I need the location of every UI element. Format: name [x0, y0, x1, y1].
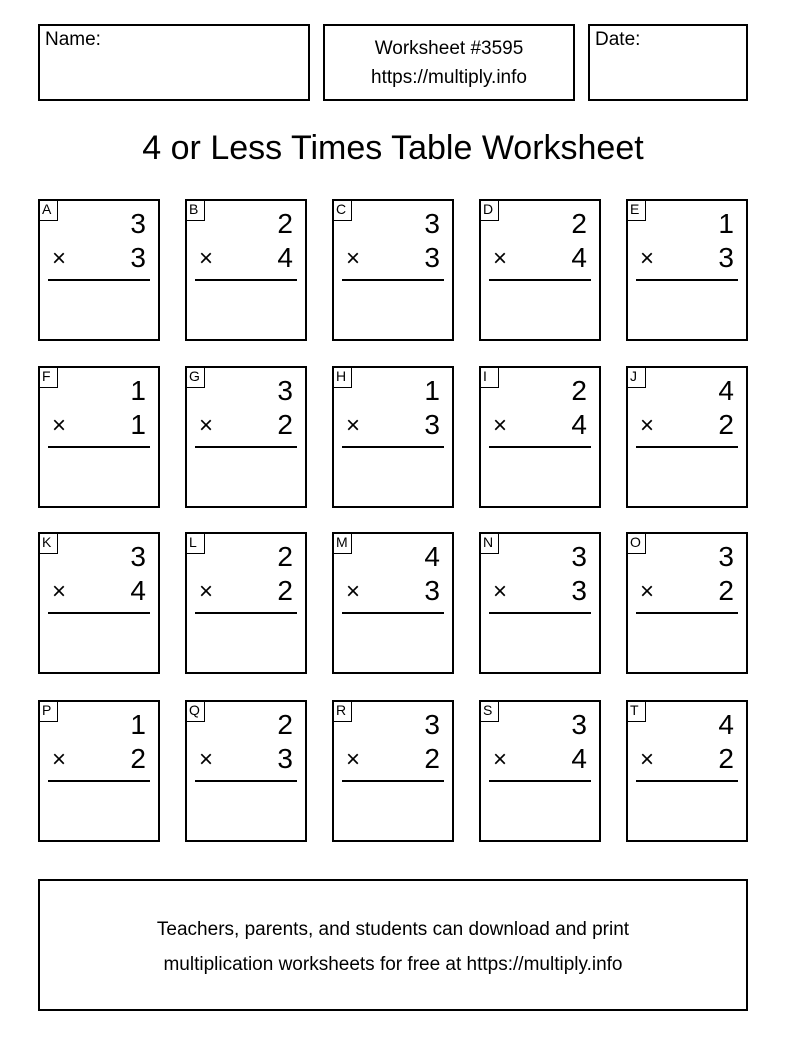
multiplier: 3	[718, 242, 734, 273]
answer-line	[342, 612, 444, 614]
problem-card	[332, 532, 454, 674]
multiplier: 4	[130, 575, 146, 606]
problem-card	[626, 532, 748, 674]
multiplicand: 3	[130, 541, 146, 572]
problem-letter: K	[38, 532, 58, 554]
times-icon: ×	[493, 412, 508, 439]
footer-line-2: multiplication worksheets for free at https://multiply.info	[163, 954, 623, 975]
problem-letter: N	[479, 532, 499, 554]
multiplicand: 1	[130, 709, 146, 740]
worksheet-info-box	[323, 24, 575, 101]
problem-card	[626, 199, 748, 341]
multiplicand: 1	[424, 375, 440, 406]
multiplicand: 2	[571, 208, 587, 239]
multiplicand: 3	[571, 709, 587, 740]
problem-card	[38, 199, 160, 341]
answer-line	[48, 780, 150, 782]
answer-line	[48, 446, 150, 448]
problem-card	[38, 366, 160, 508]
problem-letter: O	[626, 532, 646, 554]
multiplicand: 4	[424, 541, 440, 572]
problem-letter: M	[332, 532, 352, 554]
problem-letter: B	[185, 199, 205, 221]
answer-line	[489, 279, 591, 281]
problem-letter: J	[626, 366, 646, 388]
problem-letter: L	[185, 532, 205, 554]
name-label: Name:	[45, 29, 101, 50]
times-icon: ×	[52, 245, 67, 272]
problem-card	[185, 366, 307, 508]
times-icon: ×	[52, 578, 67, 605]
times-icon: ×	[52, 746, 67, 773]
problem-letter: G	[185, 366, 205, 388]
problem-card	[479, 366, 601, 508]
multiplicand: 3	[424, 709, 440, 740]
times-icon: ×	[346, 578, 361, 605]
multiplier: 2	[718, 409, 734, 440]
problem-card	[332, 199, 454, 341]
times-icon: ×	[640, 746, 655, 773]
answer-line	[342, 780, 444, 782]
problem-letter: C	[332, 199, 352, 221]
answer-line	[636, 446, 738, 448]
date-field-box	[588, 24, 748, 101]
multiplicand: 1	[130, 375, 146, 406]
multiplier: 4	[571, 409, 587, 440]
times-icon: ×	[52, 412, 67, 439]
multiplicand: 2	[277, 709, 293, 740]
multiplier: 4	[277, 242, 293, 273]
problem-letter: A	[38, 199, 58, 221]
problem-letter: Q	[185, 700, 205, 722]
answer-line	[489, 780, 591, 782]
multiplier: 3	[424, 242, 440, 273]
multiplicand: 3	[277, 375, 293, 406]
answer-line	[489, 446, 591, 448]
answer-line	[195, 612, 297, 614]
multiplicand: 3	[718, 541, 734, 572]
times-icon: ×	[346, 746, 361, 773]
multiplier: 2	[277, 575, 293, 606]
times-icon: ×	[640, 578, 655, 605]
problem-card	[185, 700, 307, 842]
multiplier: 1	[130, 409, 146, 440]
problem-card	[185, 199, 307, 341]
multiplicand: 4	[718, 709, 734, 740]
problem-letter: T	[626, 700, 646, 722]
multiplicand: 2	[277, 208, 293, 239]
answer-line	[195, 279, 297, 281]
answer-line	[48, 612, 150, 614]
multiplier: 2	[424, 743, 440, 774]
answer-line	[342, 446, 444, 448]
answer-line	[489, 612, 591, 614]
problem-letter: E	[626, 199, 646, 221]
multiplier: 2	[718, 575, 734, 606]
problem-letter: S	[479, 700, 499, 722]
worksheet-url: https://multiply.info	[371, 67, 527, 88]
multiplier: 4	[571, 242, 587, 273]
answer-line	[636, 279, 738, 281]
footer-box	[38, 879, 748, 1011]
multiplicand: 4	[718, 375, 734, 406]
problem-card	[38, 700, 160, 842]
problem-card	[479, 700, 601, 842]
problem-card	[185, 532, 307, 674]
problem-letter: I	[479, 366, 499, 388]
problem-card	[38, 532, 160, 674]
multiplicand: 3	[571, 541, 587, 572]
multiplier: 3	[424, 409, 440, 440]
problem-letter: H	[332, 366, 352, 388]
problem-card	[332, 700, 454, 842]
times-icon: ×	[640, 412, 655, 439]
multiplicand: 2	[571, 375, 587, 406]
times-icon: ×	[493, 746, 508, 773]
problem-card	[626, 700, 748, 842]
multiplier: 2	[277, 409, 293, 440]
multiplicand: 2	[277, 541, 293, 572]
page-title: 4 or Less Times Table Worksheet	[142, 129, 644, 167]
times-icon: ×	[199, 245, 214, 272]
times-icon: ×	[199, 578, 214, 605]
times-icon: ×	[346, 245, 361, 272]
times-icon: ×	[493, 245, 508, 272]
problem-letter: P	[38, 700, 58, 722]
multiplicand: 3	[130, 208, 146, 239]
footer-line-1: Teachers, parents, and students can download and print	[156, 919, 630, 940]
times-icon: ×	[493, 578, 508, 605]
problem-card	[626, 366, 748, 508]
answer-line	[342, 279, 444, 281]
problem-letter: R	[332, 700, 352, 722]
answer-line	[195, 780, 297, 782]
problem-letter: D	[479, 199, 499, 221]
multiplier: 2	[130, 743, 146, 774]
multiplier: 3	[424, 575, 440, 606]
answer-line	[48, 279, 150, 281]
times-icon: ×	[346, 412, 361, 439]
multiplicand: 1	[718, 208, 734, 239]
multiplier: 3	[130, 242, 146, 273]
worksheet-number: Worksheet #3595	[374, 38, 524, 59]
multiplicand: 3	[424, 208, 440, 239]
date-label: Date:	[595, 29, 641, 50]
answer-line	[636, 612, 738, 614]
answer-line	[195, 446, 297, 448]
name-field-box	[38, 24, 310, 101]
problem-card	[479, 532, 601, 674]
times-icon: ×	[640, 245, 655, 272]
problem-letter: F	[38, 366, 58, 388]
multiplier: 3	[277, 743, 293, 774]
times-icon: ×	[199, 746, 214, 773]
problem-card	[479, 199, 601, 341]
times-icon: ×	[199, 412, 214, 439]
multiplier: 3	[571, 575, 587, 606]
problem-card	[332, 366, 454, 508]
multiplier: 4	[571, 743, 587, 774]
multiplier: 2	[718, 743, 734, 774]
answer-line	[636, 780, 738, 782]
